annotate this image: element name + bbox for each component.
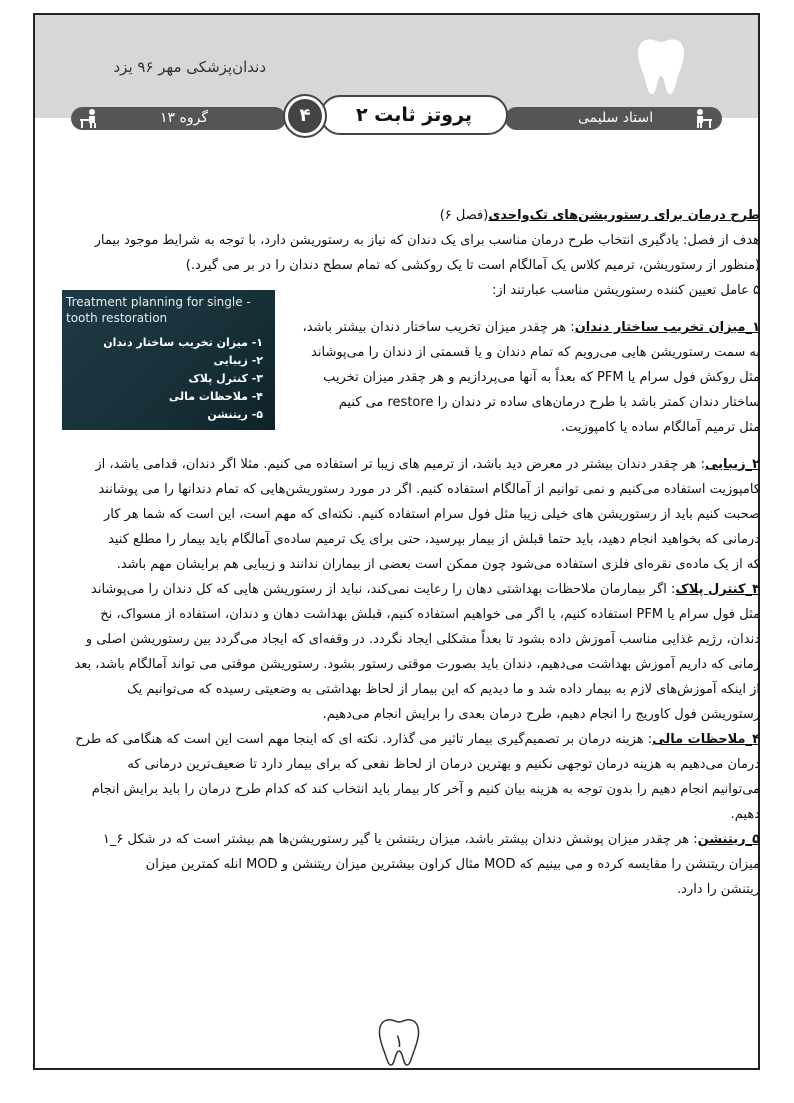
factor-line: ساختار دندان کمتر باشد با طرح درمان‌های ساده تر دندان را restore می کنیم	[338, 395, 760, 410]
group-label: گروه ۱۳	[160, 110, 208, 126]
factor-line: مثل روکش فول سرام یا PFM که بعداً به آنها می‌پردازیم و هر چقدر میزان تخریب	[323, 370, 760, 385]
section-heading: طرح درمان برای رستوریشن‌های تک‌واحدی	[488, 208, 760, 223]
factor-line: رستوریشن فول کاوریج را انجام دهیم، طرح درمان بعدی را برایش انجام می‌دهیم.	[322, 707, 760, 722]
chapter-ref: (فصل ۶)	[439, 208, 489, 223]
factor-label: ۳_کنترل پلاک	[675, 582, 760, 597]
slide-list	[103, 334, 263, 424]
factor-line: مثل فول سرام یا PFM استفاده کنیم، یا اگر می خواهیم استفاده کنیم، قبلش بهداشت دهان و دندان، استفاده از مسواک، نخ	[100, 607, 760, 622]
factor-line: دندان، رژیم غذایی مناسب آموزش داده بشود تا بعداً مشکلی ایجاد نگردد. در وقفه‌ای که ایجاد می‌گردد بین رستوریشن اصلی و	[85, 632, 760, 647]
section-intro	[62, 203, 760, 303]
goal-line: هدف از فصل: یادگیری انتخاب طرح درمان مناسب برای یک دندان که نیاز به رستوریشن دارد، با توجه به شرایط موجود بیمار	[94, 233, 760, 248]
factor-line	[62, 827, 760, 852]
factor-line: درمانی که بخواهید انجام دهید، باید حتما قبلش از بیمار بپرسید، حتی برای یک ترمیم ساده‌ی آمالگام باید بیمار را مطلع کنید	[108, 532, 760, 547]
factor-1	[302, 315, 760, 440]
header-subtitle: دندان‌پزشکی مهر ۹۶ یزد	[113, 58, 266, 76]
factor-line	[302, 315, 760, 340]
factor-line: کامپوزیت استفاده می‌کنیم و نمی توانیم از آمالگام استفاده کنیم. اگر در مورد رستوریشن‌هایی که تمام دندانها را می پوشانند	[98, 482, 760, 497]
course-title: پروتز ثابت ۲	[355, 104, 473, 126]
factors-body	[62, 452, 760, 902]
factor-label: ۲_زیبایی	[704, 457, 760, 472]
slide-title: Treatment planning for single -tooth restoration	[66, 295, 251, 325]
tooth-logo-icon	[634, 36, 688, 96]
factor-text: : هر چقدر میزان پوشش دندان بیشتر باشد، میزان ریتنشن یا گیر رستوریشن‌ها هم بیشتر است که در شکل ۶_۱	[102, 832, 698, 847]
slide-item: ۲- زیبایی	[213, 354, 263, 367]
goal-line: ۵ عامل تعیین کننده رستوریشن مناسب عبارتند از:	[492, 283, 760, 298]
factor-line: که از یک ماده‌ی نقره‌ای فلزی استفاده می‌شود چون ممکن است بعضی از بیماران ندانند و زیبایی هم برایشان مهم باشد.	[116, 557, 760, 572]
factor-label: ۱_میزان تخریب ساختار دندان	[574, 320, 760, 335]
factor-text: : هر چقدر دندان بیشتر در معرض دید باشد، از ترمیم های زیبا تر استفاده می کنیم. مثلا اگر دندان، قدامی باشد، از	[95, 457, 705, 472]
factor-line	[62, 727, 760, 752]
factor-line: میزان ریتنشن را مقایسه کرده و می بینیم که MOD مثال کراون بیشترین میزان ریتنشن و MOD انله کمترین میزان	[145, 857, 760, 872]
slide-image	[62, 290, 275, 430]
professor-label: استاد سلیمی	[578, 110, 654, 126]
factor-line: می‌توانیم انجام دهیم را بدون توجه به هزینه بیان کنیم و آخر کار بیمار باید انتخاب کند که کدام طرح درمان را باید برایش انجام	[91, 782, 760, 797]
goal-line: (منظور از رستوریشن، ترمیم کلاس یک آمالگام است تا یک روکشی که تمام سطح دندان را در بر می گیرد.)	[185, 258, 760, 273]
factor-line: از اینکه آموزش‌های لازم به بیمار داده شد و ما دیدیم که این بیمار از لحاظ بهداشتی به وضعیتی رسیده که می‌توانیم یک	[126, 682, 760, 697]
factor-label: ۴_ملاحظات مالی	[652, 732, 760, 747]
page-number-tooth-icon	[376, 1017, 422, 1067]
factor-line: به سمت رستوریشن هایی می‌رویم که تمام دندان و یا قسمتی از دندان را می‌پوشاند	[311, 345, 760, 360]
factor-line: ریتنشن را دارد.	[677, 882, 760, 897]
session-number: ۴	[288, 99, 322, 133]
section-heading-line	[62, 203, 760, 228]
factor-line	[62, 577, 760, 602]
slide-item: ۱- میزان تخریب ساختار دندان	[103, 336, 263, 349]
factor-line: صحبت کنیم باید از رستوریشن های خیلی زیبا مثل فول سرام استفاده کنیم. نکته‌ای که مهم است، این است که شما هر کار	[104, 507, 760, 522]
factor-line: زمانی که داریم آموزش بهداشت می‌دهیم، دندان باید بصورت موقتی رستور بشود. رستوریشن موقتی می تواند آمالگام باشد، بعد	[74, 657, 760, 672]
factor-line	[62, 452, 760, 477]
factor-line: دهیم.	[730, 807, 760, 822]
factor-label: ۵_ریتنشن	[697, 832, 760, 847]
factor-line: درمان می‌دهیم به هزینه درمان توجهی نکنیم و بهترین درمان از لحاظ نفعی که برای بیمار دارد تا ضعیف‌ترین درمانی که	[127, 757, 760, 772]
factor-line: مثل ترمیم آمالگام ساده یا کامپوزیت.	[561, 420, 760, 435]
slide-item: ۵- ریتنشن	[207, 408, 263, 421]
person-at-desk-icon	[692, 108, 714, 129]
slide-item: ۴- ملاحظات مالی	[168, 390, 263, 403]
page-number: ۱	[394, 1031, 404, 1052]
factor-text: : هر چقدر میزان تخریب ساختار دندان بیشتر باشد،	[302, 320, 575, 335]
factor-text: : هزینه درمان بر تصمیم‌گیری بیمار تاثیر می گذارد. نکته ای که اینجا مهم است این است که هنگامی که طرح	[75, 732, 653, 747]
person-at-desk-icon	[78, 108, 100, 129]
slide-item: ۳- کنترل پلاک	[188, 372, 263, 385]
factor-text: : اگر بیمارمان ملاحظات بهداشتی دهان را رعایت نمی‌کند، نباید از رستوریشن هایی که کل دندان را می‌پوشاند	[91, 582, 676, 597]
